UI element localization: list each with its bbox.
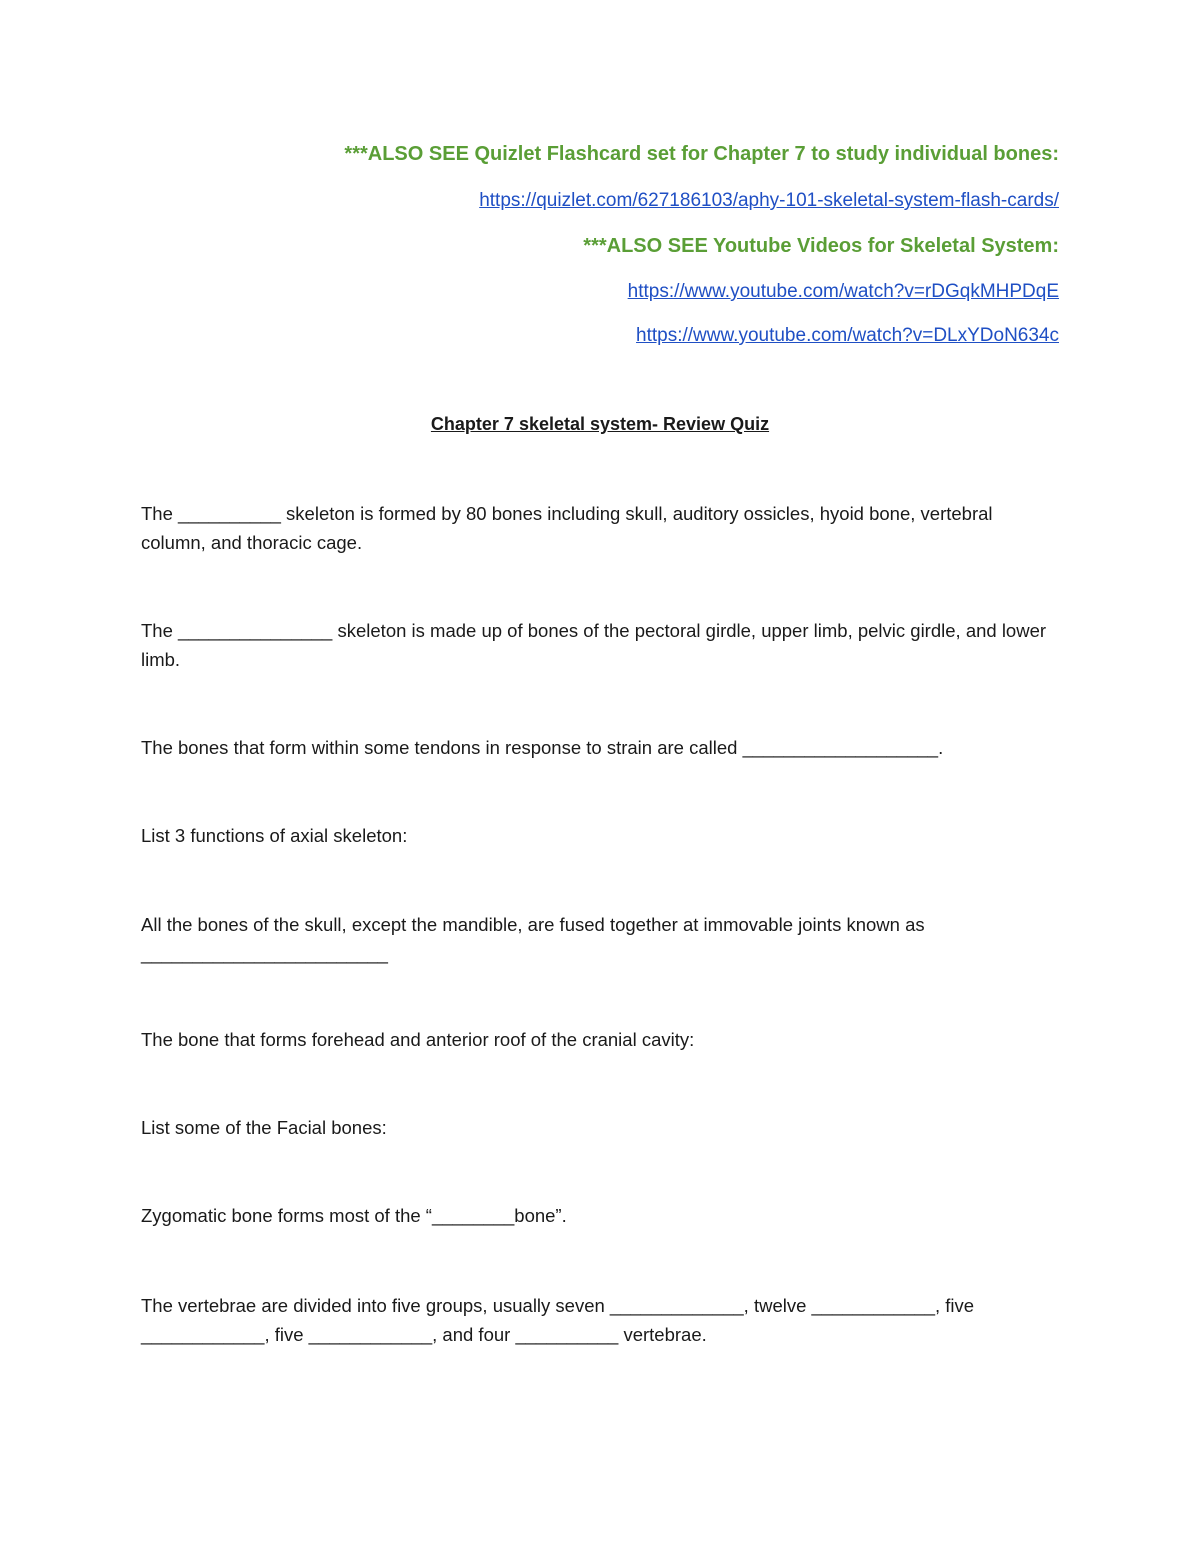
question-zygomatic-bone: Zygomatic bone forms most of the “________bone”.: [141, 1205, 567, 1226]
youtube-note: ***ALSO SEE Youtube Videos for Skeletal System:: [583, 235, 1059, 257]
quizlet-note: ***ALSO SEE Quizlet Flashcard set for Chapter 7 to study individual bones:: [344, 143, 1059, 165]
question-appendicular-skeleton: The _______________ skeleton is made up of bones of the pectoral girdle, upper limb, pelvic girdle, and lower limb.: [141, 620, 1047, 670]
question-axial-skeleton: The __________ skeleton is formed by 80 bones including skull, auditory ossicles, hyoid bone, vertebral column, and thoracic cage.: [141, 503, 993, 553]
youtube-link-2-line: [636, 325, 1059, 347]
question-axial-functions: List 3 functions of axial skeleton:: [141, 825, 408, 846]
youtube-link-2[interactable]: https://www.youtube.com/watch?v=DLxYDoN634c: [636, 325, 1059, 346]
question-sesamoid-bones: The bones that form within some tendons in response to strain are called ___________________.: [141, 737, 944, 758]
quizlet-link-line: [479, 190, 1059, 212]
quiz-title: Chapter 7 skeletal system- Review Quiz: [430, 414, 770, 434]
question-sutures: All the bones of the skull, except the mandible, are fused together at immovable joints known as ________________________: [141, 914, 925, 964]
question-frontal-bone: The bone that forms forehead and anterior roof of the cranial cavity:: [141, 1029, 695, 1050]
question-facial-bones: List some of the Facial bones:: [141, 1117, 387, 1138]
youtube-link-1[interactable]: https://www.youtube.com/watch?v=rDGqkMHPDqE: [627, 281, 1059, 302]
quizlet-link[interactable]: https://quizlet.com/627186103/aphy-101-skeletal-system-flash-cards/: [479, 190, 1059, 211]
question-vertebrae-groups: The vertebrae are divided into five groups, usually seven _____________, twelve ____________, five ____________, five ____________, and four __________ vertebrae.: [141, 1295, 975, 1345]
youtube-link-1-line: [628, 281, 1059, 303]
